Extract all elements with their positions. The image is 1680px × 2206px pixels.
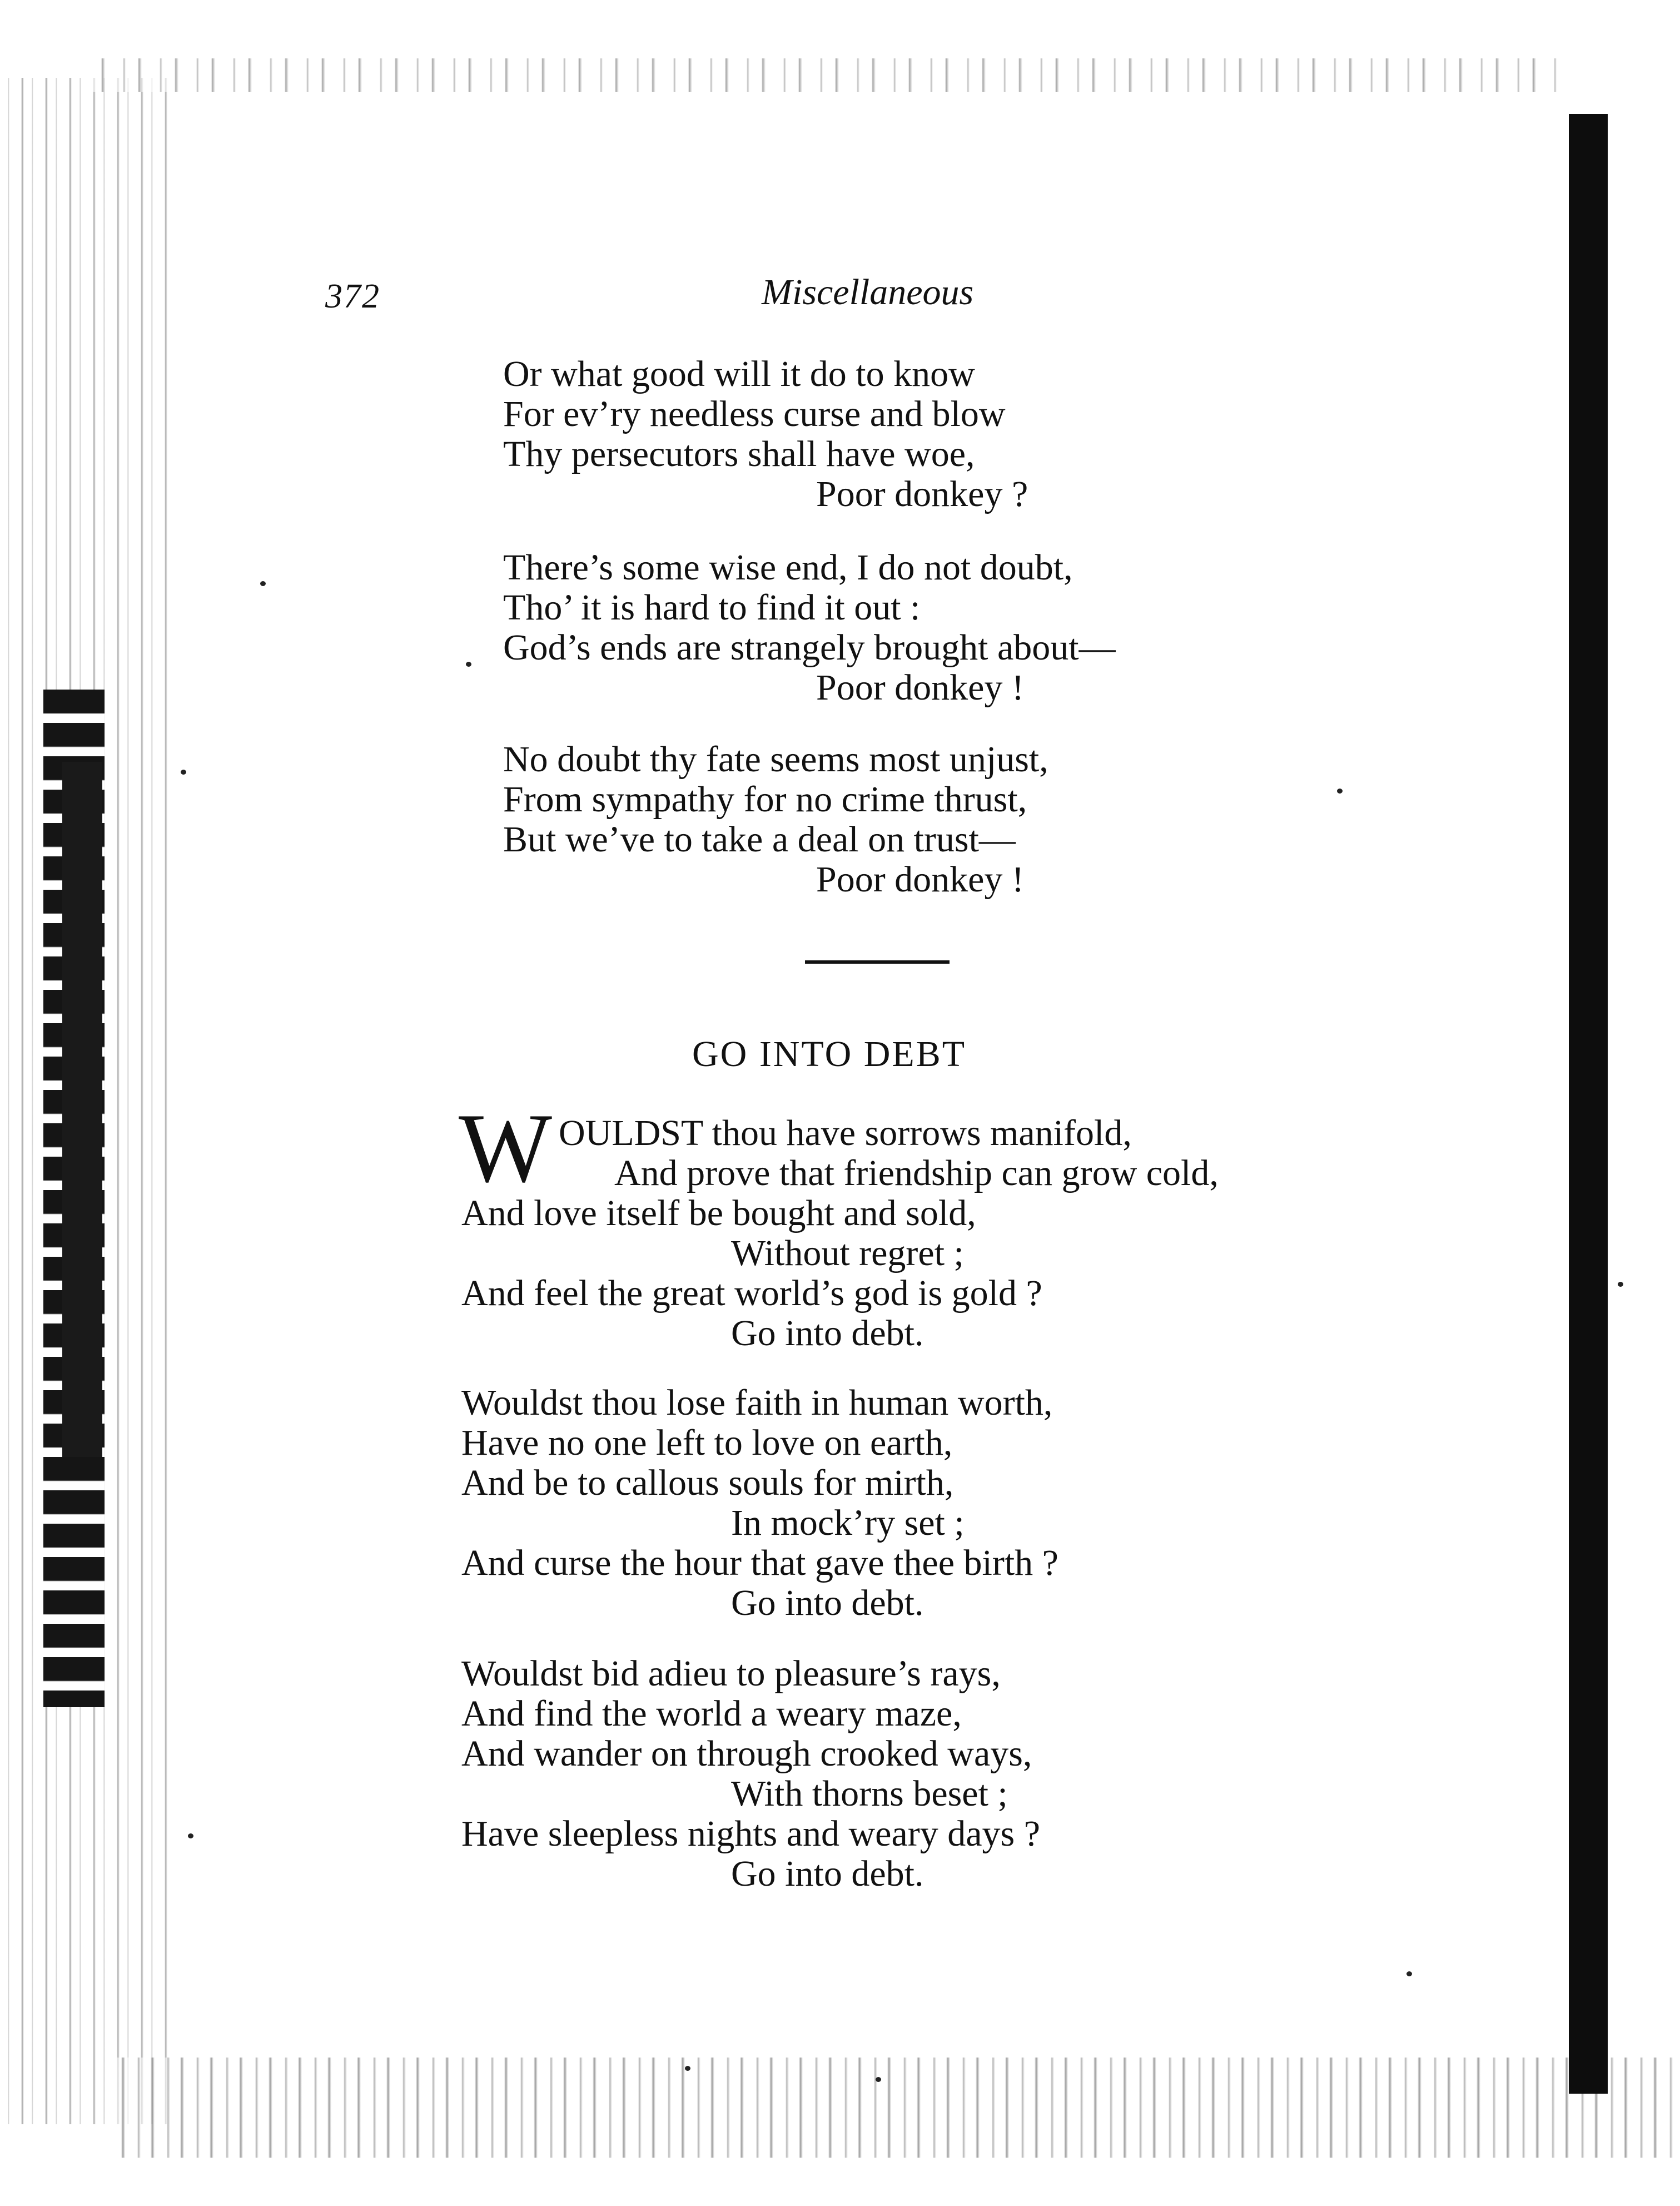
poem-refrain: Go into debt. [731, 1583, 924, 1623]
scan-speck [466, 662, 471, 667]
poem-refrain: Without regret ; [731, 1233, 964, 1273]
poem-line: And feel the great world’s god is gold ? [461, 1273, 1042, 1313]
poem-refrain: In mock’ry set ; [731, 1503, 965, 1543]
poem-title: GO INTO DEBT [692, 1034, 967, 1074]
running-head: Miscellaneous [762, 272, 974, 313]
poem-line: And wander on through crooked ways, [461, 1733, 1032, 1774]
scan-top-edge-artifact [89, 58, 1568, 92]
poem-refrain: Poor donkey ! [816, 667, 1024, 708]
poem-refrain: Poor donkey ? [816, 474, 1028, 514]
poem-line: Have no one left to love on earth, [461, 1422, 953, 1463]
poem-line: And be to callous souls for mirth, [461, 1463, 954, 1503]
poem-line: And prove that friendship can grow cold, [614, 1153, 1219, 1193]
scan-speck [188, 1833, 193, 1838]
scan-left-solid-artifact [62, 762, 102, 1457]
page-number: 372 [325, 277, 380, 315]
drop-cap: W [459, 1093, 553, 1203]
poem-line: No doubt thy fate seems most unjust, [503, 739, 1048, 780]
poem-line: From sympathy for no crime thrust, [503, 779, 1027, 820]
scan-bottom-edge-artifact [111, 2058, 1680, 2158]
poem-line: Thy persecutors shall have woe, [503, 434, 975, 474]
poem-line: God’s ends are strangely brought about— [503, 627, 1116, 668]
poem-line: And find the world a weary maze, [461, 1693, 962, 1734]
poem-refrain: Poor donkey ! [816, 859, 1024, 900]
poem-line: Or what good will it do to know [503, 354, 975, 394]
scan-speck [1618, 1282, 1623, 1287]
scan-speck [1406, 1971, 1412, 1976]
scan-right-edge-bar [1569, 114, 1608, 2094]
poem-first-line: OULDST thou have sorrows manifold, [559, 1113, 1132, 1153]
poem-line: And curse the hour that gave thee birth ? [461, 1543, 1058, 1583]
poem-line: Tho’ it is hard to find it out : [503, 587, 921, 628]
poem-line: For ev’ry needless curse and blow [503, 394, 1006, 434]
poem-refrain: Go into debt. [731, 1313, 924, 1354]
poem-line: Wouldst bid adieu to pleasure’s rays, [461, 1653, 1001, 1694]
scan-speck [685, 2066, 690, 2071]
poem-refrain: Go into debt. [731, 1853, 924, 1894]
poem-refrain: With thorns beset ; [731, 1773, 1008, 1814]
scan-speck [181, 770, 186, 775]
poem-line: And love itself be bought and sold, [461, 1193, 976, 1233]
scan-speck [1337, 789, 1343, 794]
section-divider-rule [805, 960, 950, 964]
scan-speck [260, 581, 266, 586]
poem-line: But we’ve to take a deal on trust— [503, 819, 1016, 860]
poem-line: There’s some wise end, I do not doubt, [503, 547, 1073, 588]
poem-line: Wouldst thou lose faith in human worth, [461, 1382, 1053, 1423]
scan-speck [876, 2077, 881, 2082]
poem-line: Have sleepless nights and weary days ? [461, 1813, 1041, 1854]
